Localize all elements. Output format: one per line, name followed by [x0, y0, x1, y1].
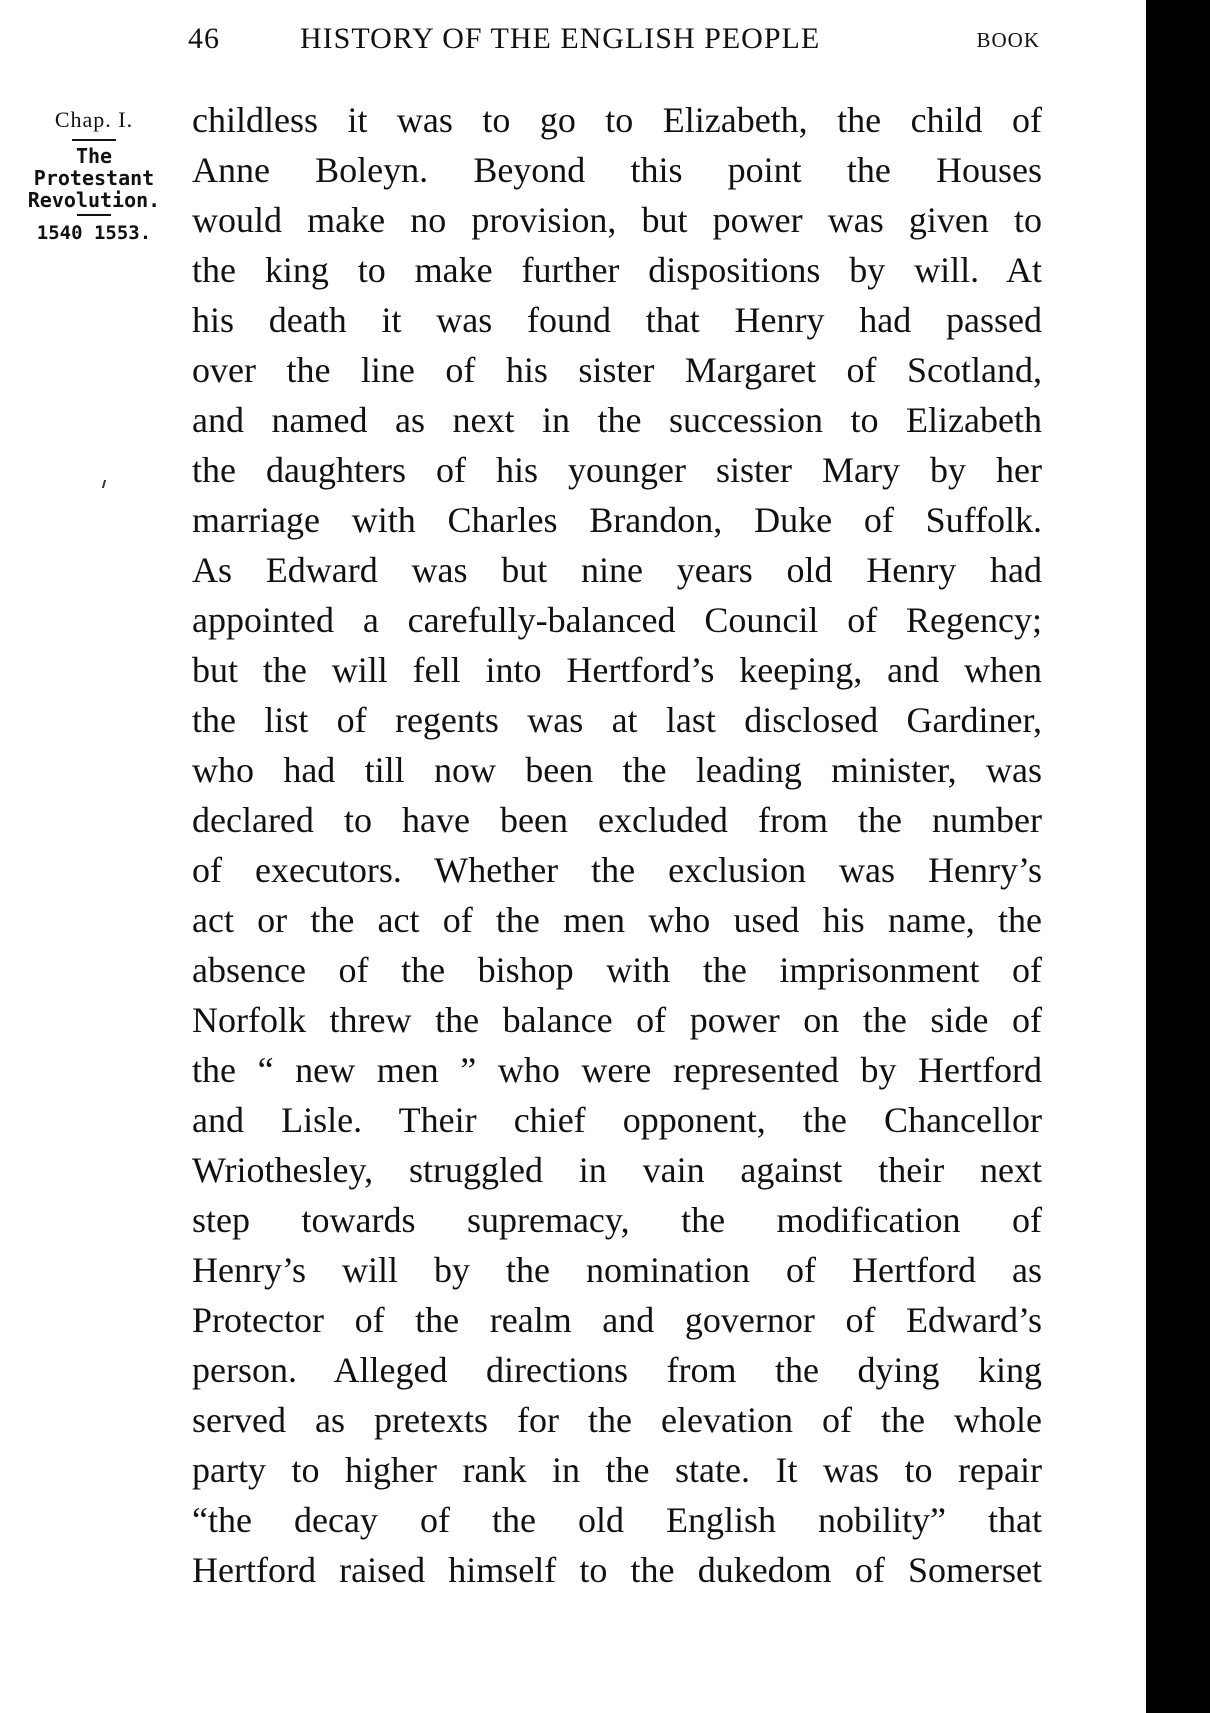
text-line: Wriothesley, struggled in vain against their next [192, 1150, 1042, 1190]
text-line: Hertford raised himself to the dukedom of Somerset [192, 1550, 1042, 1590]
page-edge-shadow [1146, 0, 1210, 1713]
text-line: As Edward was but nine years old Henry had [192, 550, 1042, 590]
body-text [192, 95, 1042, 1595]
text-line: who had till now been the leading minister, was [192, 750, 1042, 790]
text-line: step towards supremacy, the modification of [192, 1200, 1042, 1240]
running-title: HISTORY OF THE ENGLISH PEOPLE [300, 22, 821, 55]
sidenote-line: Revolution. [27, 188, 161, 212]
book-label: BOOK [976, 28, 1040, 52]
text-line: Protector of the realm and governor of Edward’s [192, 1300, 1042, 1340]
text-line: would make no provision, but power was given to [192, 200, 1042, 240]
margin-notes [24, 107, 164, 244]
text-line: over the line of his sister Margaret of Scotland, [192, 350, 1042, 390]
sidenote-title [24, 145, 164, 211]
text-line: his death it was found that Henry had passed [192, 300, 1042, 340]
margin-rule [72, 139, 116, 141]
text-line: Anne Boleyn. Beyond this point the Houses [192, 150, 1042, 190]
text-line: of executors. Whether the exclusion was Henry’s [192, 850, 1042, 890]
text-line: Henry’s will by the nomination of Hertford as [192, 1250, 1042, 1290]
text-line: marriage with Charles Brandon, Duke of Suffolk. [192, 500, 1042, 540]
text-line: the king to make further dispositions by will. At [192, 250, 1042, 290]
margin-rule [77, 214, 111, 216]
text-line: declared to have been excluded from the number [192, 800, 1042, 840]
text-line: Norfolk threw the balance of power on the side of [192, 1000, 1042, 1040]
sidenote-line: The [75, 144, 113, 168]
text-line: the daughters of his younger sister Mary by her [192, 450, 1042, 490]
text-line: but the will fell into Hertford’s keeping, and when [192, 650, 1042, 690]
text-line: appointed a carefully-balanced Council of Regency; [192, 600, 1042, 640]
text-line: and named as next in the succession to Elizabeth [192, 400, 1042, 440]
text-line: the “ new men ” who were represented by Hertford [192, 1050, 1042, 1090]
text-line: person. Alleged directions from the dying king [192, 1350, 1042, 1390]
chapter-label: Chap. I. [54, 107, 134, 132]
text-line: absence of the bishop with the imprisonment of [192, 950, 1042, 990]
text-line: party to higher rank in the state. It was to repair [192, 1450, 1042, 1490]
text-line: childless it was to go to Elizabeth, the child of [192, 100, 1042, 140]
text-line: act or the act of the men who used his name, the [192, 900, 1042, 940]
text-line: the list of regents was at last disclosed Gardiner, [192, 700, 1042, 740]
text-line: and Lisle. Their chief opponent, the Chancellor [192, 1100, 1042, 1140]
text-line: “the decay of the old English nobility” that [192, 1500, 1042, 1540]
text-line: served as pretexts for the elevation of the whole [192, 1400, 1042, 1440]
ink-mark [102, 480, 106, 488]
date-range: 1540 1553. [36, 222, 152, 244]
page-number: 46 [188, 22, 220, 55]
running-header [188, 22, 1040, 62]
sidenote-line: Protestant [33, 166, 155, 190]
